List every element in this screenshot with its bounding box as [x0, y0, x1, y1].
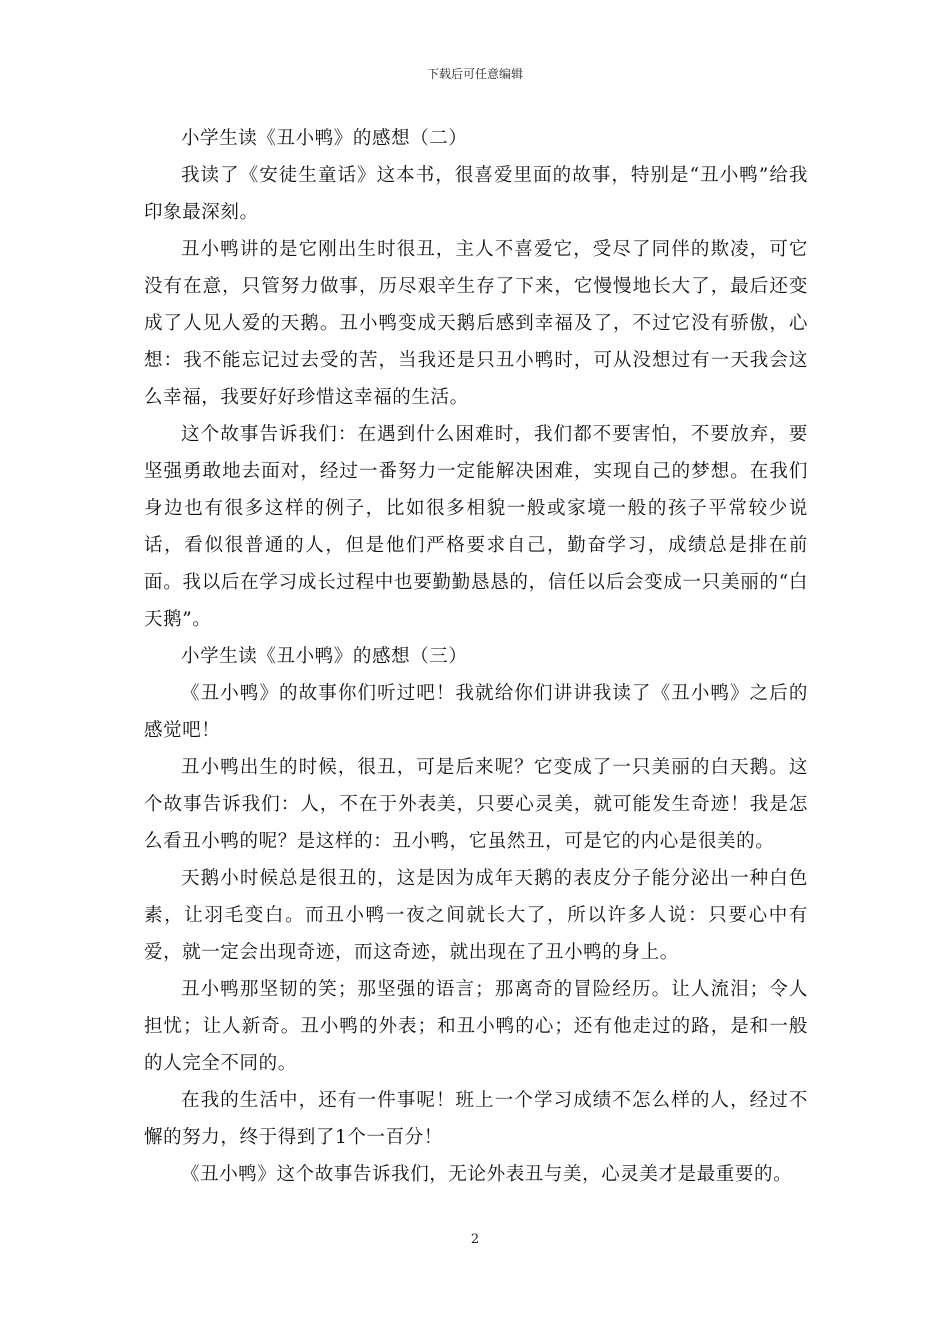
paragraph: 《丑小鸭》这个故事告诉我们，无论外表丑与美，心灵美才是最重要的。	[181, 1164, 793, 1185]
page-header: 下载后可任意编辑	[426, 67, 523, 81]
section-title-2: 小学生读《丑小鸭》的感想（二）	[181, 128, 468, 149]
section-title-3: 小学生读《丑小鸭》的感想（三）	[181, 646, 468, 667]
page-number: 2	[470, 1232, 480, 1247]
paragraph: 这个故事告诉我们：在遇到什么困难时，我们都不要害怕，不要放弃，要坚强勇敢地去面对，经过一番努力一定能解决困难，实现自己的梦想。在我们身边也有很多这样的例子，比如很多相貌一般或家境一般的孩子平常较少说话，看似很普通的人，但是他们严格要求自己，勤奋学习，成绩总是排在前面。我以后在学习成长过程中也要勤勤恳恳的，信任以后会变成一只美丽的“白天鹅”。	[144, 424, 808, 630]
paragraph: 我读了《安徒生童话》这本书，很喜爱里面的故事，特别是“丑小鸭”给我印象最深刻。	[144, 165, 808, 223]
paragraph: 《丑小鸭》的故事你们听过吧！我就给你们讲讲我读了《丑小鸭》之后的感觉吧！	[144, 683, 808, 741]
document-body	[144, 120, 808, 1193]
paragraph: 丑小鸭讲的是它刚出生时很丑，主人不喜爱它，受尽了同伴的欺凌，可它没有在意，只管努力做事，历尽艰辛生存了下来，它慢慢地长大了，最后还变成了人见人爱的天鹅。丑小鸭变成天鹅后感到幸福及了，不过它没有骄傲，心想：我不能忘记过去受的苦，当我还是只丑小鸭时，可从没想过有一天我会这么幸福，我要好好珍惜这幸福的生活。	[144, 239, 808, 408]
paragraph: 天鹅小时候总是很丑的，这是因为成年天鹅的表皮分子能分泌出一种白色素，让羽毛变白。而丑小鸭一夜之间就长大了，所以许多人说：只要心中有爱，就一定会出现奇迹，而这奇迹，就出现在了丑小鸭的身上。	[144, 868, 808, 963]
paragraph: 丑小鸭那坚韧的笑；那坚强的语言；那离奇的冒险经历。让人流泪；令人担忧；让人新奇。丑小鸭的外表；和丑小鸭的心；还有他走过的路，是和一般的人完全不同的。	[144, 979, 808, 1074]
paragraph: 在我的生活中，还有一件事呢！班上一个学习成绩不怎么样的人，经过不懈的努力，终于得到了1个一百分！	[144, 1090, 808, 1148]
paragraph: 丑小鸭出生的时候，很丑，可是后来呢？它变成了一只美丽的白天鹅。这个故事告诉我们：人，不在于外表美，只要心灵美，就可能发生奇迹！我是怎么看丑小鸭的呢？是这样的：丑小鸭，它虽然丑，可是它的内心是很美的。	[144, 757, 808, 852]
